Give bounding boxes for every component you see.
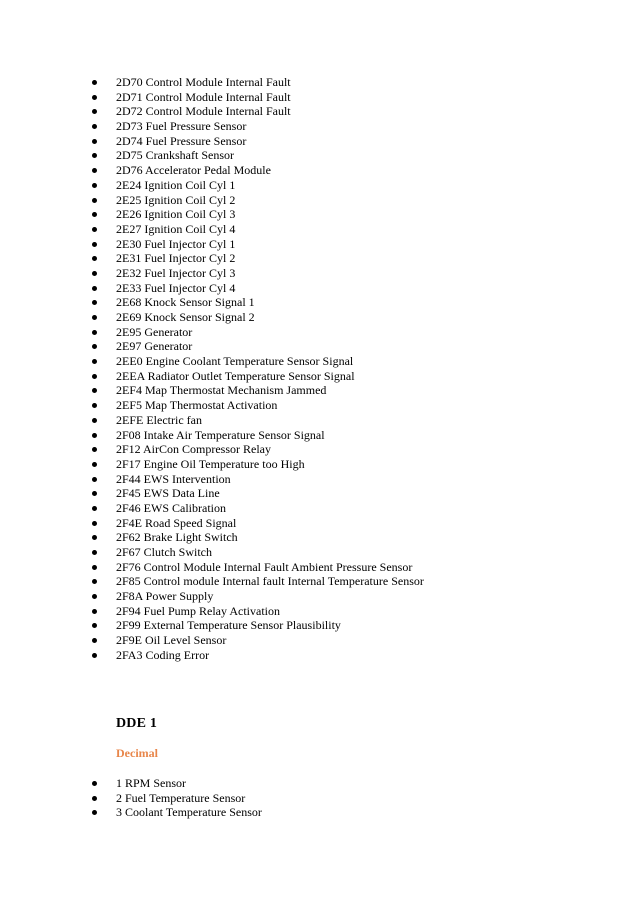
list-item-text: 2F94 Fuel Pump Relay Activation <box>116 603 280 618</box>
list-item <box>92 90 424 105</box>
list-item-text: 2D73 Fuel Pressure Sensor <box>116 119 247 134</box>
list-item <box>92 119 424 134</box>
bullet-icon <box>92 153 97 158</box>
bullet-icon <box>92 609 97 614</box>
list-item-text: 2 Fuel Temperature Sensor <box>116 790 246 805</box>
list-item <box>92 310 424 325</box>
list-item <box>92 618 424 633</box>
list-item-text: 2F76 Control Module Internal Fault Ambient Pressure Sensor <box>116 559 413 574</box>
list-item-text: 2E69 Knock Sensor Signal 2 <box>116 310 255 324</box>
bullet-icon <box>92 300 97 305</box>
list-item-text: 2E33 Fuel Injector Cyl 4 <box>116 280 236 295</box>
bullet-icon <box>92 183 97 188</box>
bullet-icon <box>92 95 97 100</box>
list-item-text: 2E68 Knock Sensor Signal 1 <box>116 295 255 310</box>
list-item <box>92 148 424 163</box>
list-item-text: 2EF5 Map Thermostat Activation <box>116 398 278 413</box>
list-item-text: 2F8A Power Supply <box>116 589 214 604</box>
list-item-text: 2FA3 Coding Error <box>116 647 210 662</box>
list-item <box>92 413 424 428</box>
list-item <box>92 369 424 384</box>
list-item-text: 2F46 EWS Calibration <box>116 500 226 515</box>
list-item <box>92 604 424 619</box>
list-item-text: 2E95 Generator <box>116 324 193 339</box>
list-item <box>92 805 262 820</box>
bullet-icon <box>92 227 97 232</box>
list-item-text: 2E27 Ignition Coil Cyl 4 <box>116 221 236 236</box>
list-item <box>92 791 262 806</box>
list-item <box>92 516 424 531</box>
list-item <box>92 222 424 237</box>
list-item-text: 2E30 Fuel Injector Cyl 1 <box>116 236 236 251</box>
bullet-icon <box>92 535 97 540</box>
list-item <box>92 207 424 222</box>
list-item <box>92 486 424 501</box>
bullet-icon <box>92 242 97 247</box>
list-item <box>92 295 424 310</box>
list-item <box>92 545 424 560</box>
bullet-icon <box>92 403 97 408</box>
list-item-text: 2D70 Control Module Internal Fault <box>116 75 291 89</box>
bullet-icon <box>92 565 97 570</box>
bullet-icon <box>92 388 97 393</box>
list-item-text: 2E24 Ignition Coil Cyl 1 <box>116 177 236 192</box>
bullet-icon <box>92 781 97 786</box>
list-item-text: 2F9E Oil Level Sensor <box>116 633 227 648</box>
bullet-icon <box>92 447 97 452</box>
list-item <box>92 281 424 296</box>
bullet-icon <box>92 139 97 144</box>
list-item-text: 2F12 AirCon Compressor Relay <box>116 442 271 457</box>
list-item <box>92 530 424 545</box>
list-item-text: 1 RPM Sensor <box>116 776 187 790</box>
bullet-icon <box>92 796 97 801</box>
bullet-icon <box>92 374 97 379</box>
list-item <box>92 776 262 791</box>
bullet-icon <box>92 594 97 599</box>
list-item <box>92 178 424 193</box>
list-item-text: 2D76 Accelerator Pedal Module <box>116 163 271 178</box>
list-item-text: 2E97 Generator <box>116 339 193 354</box>
bullet-icon <box>92 198 97 203</box>
list-item-text: 2EFE Electric fan <box>116 412 202 427</box>
list-item <box>92 193 424 208</box>
bullet-icon <box>92 638 97 643</box>
list-item <box>92 104 424 119</box>
bullet-icon <box>92 271 97 276</box>
list-item-text: 2F85 Control module Internal fault Internal Temperature Sensor <box>116 574 424 589</box>
bullet-icon <box>92 109 97 114</box>
list-item <box>92 457 424 472</box>
list-item-text: 2E32 Fuel Injector Cyl 3 <box>116 265 236 280</box>
bullet-icon <box>92 550 97 555</box>
bullet-icon <box>92 506 97 511</box>
list-item <box>92 75 424 90</box>
bullet-icon <box>92 344 97 349</box>
bullet-icon <box>92 168 97 173</box>
bullet-icon <box>92 491 97 496</box>
bullet-icon <box>92 477 97 482</box>
list-item-text: 2D75 Crankshaft Sensor <box>116 148 234 163</box>
list-item <box>92 251 424 266</box>
decimal-code-list <box>92 776 262 820</box>
list-item-text: 2EE0 Engine Coolant Temperature Sensor Signal <box>116 354 354 369</box>
list-item-text: 3 Coolant Temperature Sensor <box>116 805 262 820</box>
bullet-icon <box>92 418 97 423</box>
bullet-icon <box>92 623 97 628</box>
list-item-text: 2F67 Clutch Switch <box>116 545 213 559</box>
list-item-text: 2F4E Road Speed Signal <box>116 515 237 530</box>
list-item-text: 2D74 Fuel Pressure Sensor <box>116 133 247 148</box>
bullet-icon <box>92 433 97 438</box>
list-item <box>92 574 424 589</box>
list-item-text: 2E25 Ignition Coil Cyl 2 <box>116 192 236 207</box>
list-item-text: 2D72 Control Module Internal Fault <box>116 104 291 119</box>
list-item-text: 2F62 Brake Light Switch <box>116 530 238 545</box>
bullet-icon <box>92 359 97 364</box>
section-subheading: Decimal <box>116 746 158 760</box>
list-item-text: 2EEA Radiator Outlet Temperature Sensor Signal <box>116 368 355 383</box>
list-item <box>92 472 424 487</box>
list-item <box>92 560 424 575</box>
bullet-icon <box>92 315 97 320</box>
bullet-icon <box>92 521 97 526</box>
bullet-icon <box>92 810 97 815</box>
bullet-icon <box>92 462 97 467</box>
bullet-icon <box>92 330 97 335</box>
list-item <box>92 589 424 604</box>
bullet-icon <box>92 80 97 85</box>
list-item-text: 2F44 EWS Intervention <box>116 471 231 486</box>
list-item <box>92 237 424 252</box>
list-item <box>92 134 424 149</box>
list-item <box>92 442 424 457</box>
bullet-icon <box>92 653 97 658</box>
fault-code-list <box>92 75 424 663</box>
list-item-text: 2F08 Intake Air Temperature Sensor Signal <box>116 427 325 442</box>
list-item-text: 2E31 Fuel Injector Cyl 2 <box>116 251 236 266</box>
bullet-icon <box>92 256 97 261</box>
list-item <box>92 325 424 340</box>
list-item <box>92 354 424 369</box>
list-item <box>92 428 424 443</box>
section-heading: DDE 1 <box>116 716 158 731</box>
list-item-text: 2D71 Control Module Internal Fault <box>116 89 291 104</box>
list-item-text: 2F17 Engine Oil Temperature too High <box>116 456 305 471</box>
list-item <box>92 633 424 648</box>
list-item <box>92 648 424 663</box>
bullet-icon <box>92 579 97 584</box>
list-item <box>92 339 424 354</box>
bullet-icon <box>92 212 97 217</box>
bullet-icon <box>92 124 97 129</box>
list-item <box>92 266 424 281</box>
list-item <box>92 501 424 516</box>
list-item-text: 2F99 External Temperature Sensor Plausibility <box>116 618 341 633</box>
bullet-icon <box>92 286 97 291</box>
list-item <box>92 398 424 413</box>
list-item-text: 2F45 EWS Data Line <box>116 486 220 501</box>
list-item <box>92 383 424 398</box>
list-item-text: 2EF4 Map Thermostat Mechanism Jammed <box>116 383 327 398</box>
list-item-text: 2E26 Ignition Coil Cyl 3 <box>116 207 236 222</box>
list-item <box>92 163 424 178</box>
